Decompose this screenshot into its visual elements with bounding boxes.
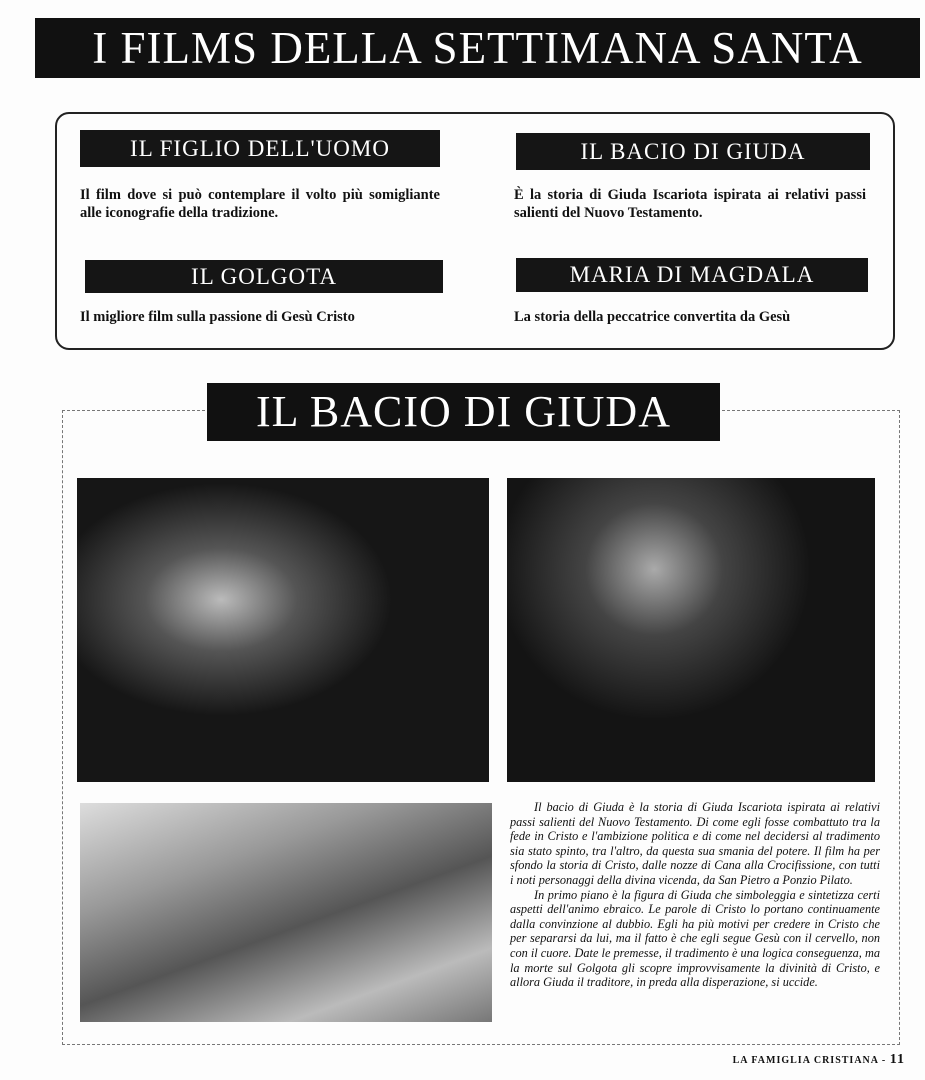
page-footer [733,1052,905,1068]
film-still-photo [77,478,489,782]
article-title: IL BACIO DI GIUDA [207,383,720,441]
article-paragraph: In primo piano è la figura di Giuda che simboleggia e sintetizza certi aspetti dell'animo ebraico. Le parole di Cristo lo portano continuamente dalla convinzione al dubbio. Egli ha più motivi per credere in Cristo che per separarsi da lui, ma il fatto è che egli segue Gesù con il cervello, non con il cuore. Date le premesse, il tradimento è una logica conseguenza, ma la morte sul Golgota gli scopre improvvisamente la divinità di Cristo, e allora Giuda il traditore, in preda alla disperazione, si uccide. [510,887,880,990]
film-description: È la storia di Giuda Iscariota ispirata ai relativi passi salienti del Nuovo Testamento. [514,187,866,221]
publication-name: LA FAMIGLIA CRISTIANA - [732,1055,887,1066]
film-description: Il film dove si può contemplare il volto più somigliante alle iconografie della tradizione. [80,187,440,221]
film-title-bacio-giuda: IL BACIO DI GIUDA [516,133,870,170]
page-number: 11 [889,1052,905,1067]
article-body [510,800,880,990]
film-title-figlio-uomo: IL FIGLIO DELL'UOMO [80,130,440,167]
article-paragraph: Il bacio di Giuda è la storia di Giuda Iscariota ispirata ai relativi passi salienti del Nuovo Testamento. Di come egli fosse combattuto tra la fede in Cristo e l'ambizione politica e di come nel decidersi al tradimento sia stato spinto, tra l'altro, da questa sua smania del potere. Il film ha per sfondo la storia di Cristo, dalle nozze di Cana alla Crocifissione, con tutti i noti personaggi della divina vicenda, da San Pietro a Ponzio Pilato. [510,800,880,887]
film-still-photo [80,803,492,1022]
page-title: I FILMS DELLA SETTIMANA SANTA [35,18,920,78]
film-title-golgota: IL GOLGOTA [85,260,443,293]
film-title-maria-magdala: MARIA DI MAGDALA [516,258,868,292]
film-still-photo [507,478,875,782]
film-description: La storia della peccatrice convertita da Gesù [514,309,791,325]
film-description: Il migliore film sulla passione di Gesù Cristo [80,309,355,325]
